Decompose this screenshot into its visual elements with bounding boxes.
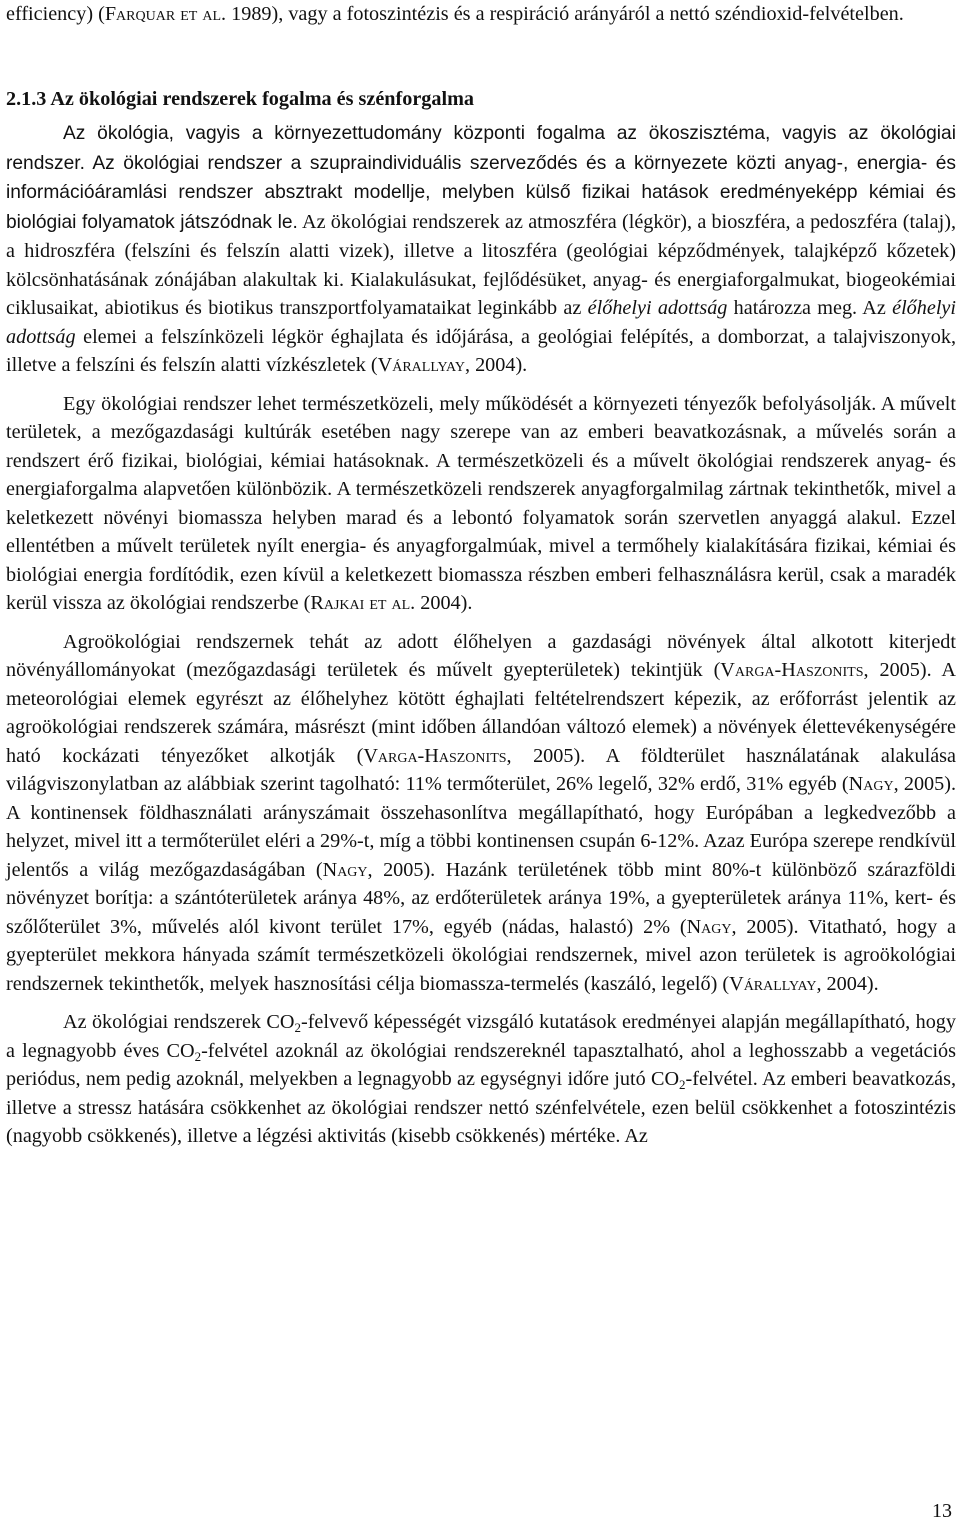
citation: Várallyay bbox=[377, 354, 465, 376]
text-segment: Az ökológiai rendszerek az atmoszféra (légkör), a bioszféra, a pedoszféra (talaj), a hidroszféra (felszíni és felszín alatti vizek), illetve a litoszféra (geológiai képződmények, talajképző kőzetek) kölcsönhatásának zónájában alakultak ki. Kialakulásukat, fejlődésüket, anyag- és energiaforgalmukat, biogeokémiai ciklusaikat, abiotikus és biotikus transzportfolyamataikat leginkább az bbox=[6, 210, 956, 319]
paragraph-3 bbox=[6, 628, 956, 999]
subscript: 2 bbox=[194, 1048, 202, 1064]
text-segment: 2004). bbox=[415, 592, 473, 614]
definition-sentence: Az ökológiai rendszer a szupraindividuális szerveződés és a környezete közti anyag-, energia- és információáramlási rendszer absztrakt modellje, melyben külső fizikai hatások eredményeképp kémiai és biológiai folyamatok játszódnak le. bbox=[6, 152, 956, 233]
citation: Nagy bbox=[322, 858, 368, 881]
text-segment: , 2005). A földterület használatának alakulása világviszonylatban az alábbiak szerint tagolható: 11% termőterület, 26% legelő, 32% erdő, 31% egyéb ( bbox=[6, 744, 957, 795]
page-number: 13 bbox=[932, 1500, 952, 1522]
text-segment: , 2005). Hazánk területének több mint 80%-t különböző szárazföldi növényzet borítja: a szántóterületek aránya 48%, az erdőterületek aránya 19%, a gyepterületek aránya 11%, kert- és szőlőterület 3%, művelés alól kivont terület 17%, egyéb (nádas, halastó) 2% ( bbox=[6, 858, 956, 938]
citation: Nagy bbox=[686, 915, 732, 938]
text-segment: Egy ökológiai rendszer lehet természetközeli, mely működését a környezeti tényezők befolyásolják. A művelt területek, a mezőgazdasági kultúrák esetében nagy szerepe van az emberi beavatkozásnak, a művelés során a rendszert érő fizikai, biológiai, kémiai hatásoknak. A természetközeli és a művelt ökológiai rendszerek anyag- és energiaforgalma alapvetően különbözik. A természetközeli rendszerek anyagforgalmilag zártnak tekinthetők, mivel a keletkezett növényi biomassza helyben marad és a lebontó folyamatok során szervetlen anyaggá alakul. Ezzel ellentétben a művelt területek nyílt energia- és anyagforgalmúak, mivel a termőhely kialakítására fizikai, kémiai és biológiai energia fordítódik, ezen kívül a keletkezett biomassza részben emberi felhasználásra kerül, csak a maradék kerül vissza az ökológiai rendszerbe ( bbox=[6, 392, 956, 614]
paragraph-4 bbox=[6, 1008, 956, 1151]
text-segment: -felvevő képességét vizsgáló kutatások eredményei alapján megállapítható, hogy a legnagyobb éves CO bbox=[6, 1011, 956, 1062]
text-segment: elemei a felszínközeli légkör éghajlata és időjárása, a geológiai felépítés, a domborzat, a talajviszonyok, illetve a felszíni és felszín alatti vízkészletek ( bbox=[6, 325, 956, 376]
text-segment: efficiency) ( bbox=[6, 3, 105, 25]
citation: Varga-Haszonits bbox=[720, 659, 864, 681]
text-segment: -felvétel. Az emberi beavatkozás, illetve a stressz hatására csökkenhet az ökológiai rendszer nettó szénfelvétele, ezen belül csökkenhet a fotoszintézis (nagyobb csökkenés), illetve a légzési aktivitás (kisebb csökkenés) mértéke. Az bbox=[6, 1068, 956, 1147]
paragraph-2 bbox=[6, 390, 956, 618]
subscript: 2 bbox=[679, 1077, 686, 1092]
text-segment: , 2004). bbox=[464, 354, 528, 376]
section-heading bbox=[6, 85, 956, 114]
text-segment: , 2005). A meteorológiai elemek egyrészt az élőhelyhez kötött éghajlati feltételrendszert képezik, az erőforrást jelentik az agroökológiai rendszerek számára, másrészt (mint időben állandóan változó elemek) a növények élettevékenységére ható kockázati tényezőket alkotják ( bbox=[6, 659, 956, 767]
citation: Várallyay bbox=[729, 972, 817, 995]
text-segment: Az ökológiai rendszerek CO bbox=[63, 1011, 295, 1033]
paragraph-1 bbox=[6, 119, 956, 380]
citation: Farquar et al. bbox=[104, 3, 227, 25]
document-page bbox=[6, 0, 956, 1151]
citation: Varga-Haszonits bbox=[363, 744, 507, 767]
paragraph-top bbox=[6, 0, 956, 29]
citation: Nagy bbox=[848, 773, 894, 795]
subscript: 2 bbox=[294, 1020, 301, 1035]
text-segment: Az ökológia, vagyis a környezettudomány központi fogalma az ökoszisztéma, vagyis az ökológiai rendszer. bbox=[6, 123, 956, 174]
text-segment: , 2004). bbox=[816, 972, 879, 995]
text-segment: , 2005). A kontinensek földhasználati arányszámait összehasonlítva megállapítható, hogy Európában a legkedvezőbb a helyzet, mivel itt a termőterület eléri a 29%-t, míg a többi kontinensen csupán 6-12%. Azaz Európa szerepe rendkívül jelentős a világ mezőgazdaságában ( bbox=[6, 773, 956, 881]
emphasis: élőhelyi adottság bbox=[587, 297, 728, 319]
text-segment: Agroökológiai rendszernek tehát az adott élőhelyen a gazdasági növények által alkotott kiterjedt növényállományokat (mezőgazdasági területek és művelt gyepterületek) tekintjük ( bbox=[6, 630, 956, 681]
text-segment: -felvétel azoknál az ökológiai rendszereknél tapasztalható, ahol a leghosszabb a vegetációs periódus, nem pedig azoknál, melyekben a legnagyobb az egységnyi időre jutó CO bbox=[6, 1039, 957, 1090]
section-number: 2.1.3 bbox=[6, 87, 47, 110]
section-title: Az ökológiai rendszerek fogalma és szénforgalma bbox=[50, 87, 475, 110]
text-segment: , 2005). Vitatható, hogy a gyepterület mekkora hányada számít természetközeli ökológiai rendszernek, mivel azon területek is agroökológiai rendszernek tekinthetők, melyek hasznosítási célja biomassza-termelés (kaszáló, legelő) ( bbox=[6, 915, 956, 995]
text-segment: 1989), vagy a fotoszintézis és a respiráció arányáról a nettó széndioxid-felvételben. bbox=[226, 3, 904, 25]
text-segment: határozza meg. Az bbox=[727, 297, 893, 319]
citation: Rajkai et al. bbox=[310, 592, 416, 614]
emphasis: élőhelyi adottság bbox=[6, 297, 957, 348]
